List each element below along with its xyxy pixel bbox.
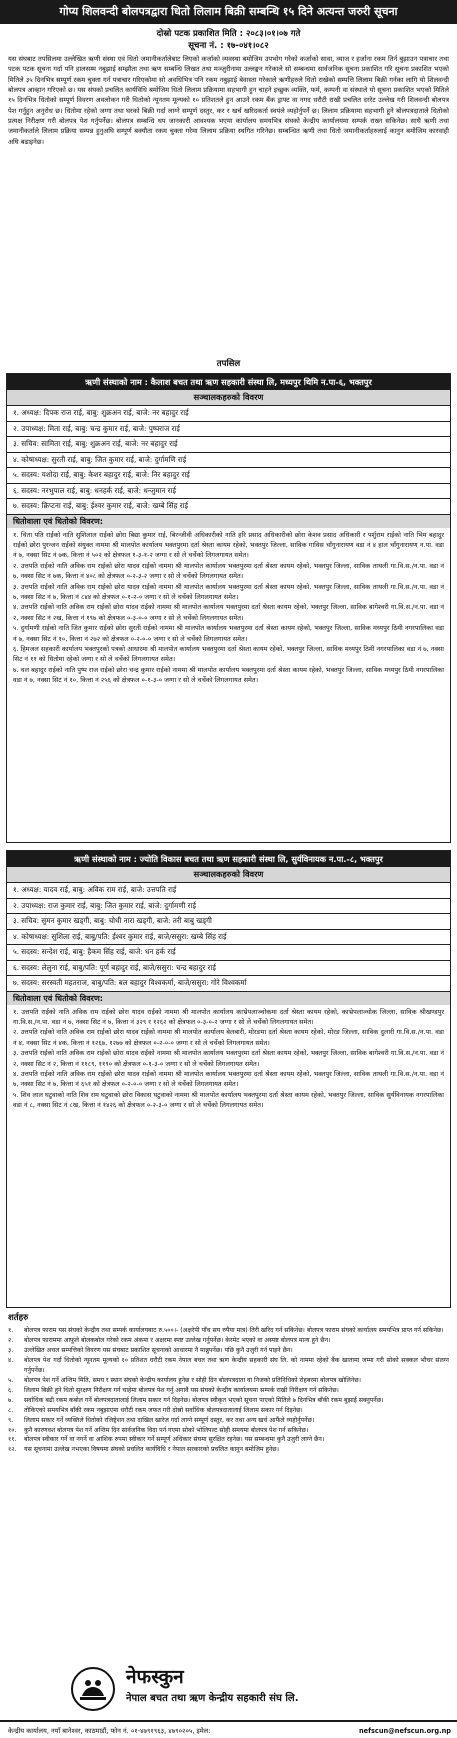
collateral-item: ७. चल बहादुर राईको नाति पुष्प राज राईको छोरा चन्द्र कुमार राईको नाममा श्री मालपोत कार्यालय भक्तपुरमा दर्ता श्रेस्ता कायम रहेको, भक्तपुर जिल्ला, साविक मध्यपुर ठिमी नगरपालिका वडा नं ७, नक्सा सिट नं १०, कित्ता नं २५६ को क्षेत्रफल ०-१-३-० जग्गा र सो ले चर्चेको लिगलगायत समेत। [13,665,444,685]
collateral-list [7,528,450,852]
term-number: १. [8,1327,14,1334]
intro-paragraph: यस संघबाट तपसिलमा उल्लेखित ऋणी संस्था एवं धितो जमानीकर्तालेबाट लिएको कर्जाको व्यवस्था बमोजिम उपभोग गरेको कर्जाको सावा, व्याज र हर्जाना रकम तिर्न बुझाउन पत्राचार तथा पटक पटक सूचना गर्दा पनि हालसम्म नबुझाई सम्झौता तथा ऋण सम्बन्धि लिखत तथा मञ्जुरीनामा उल्लङ्घन गरेकाले सो सम्बन्धमा सार्वजनिक सूचना प्रकाशित गरि सूचना प्रकाशित भएको मितिले ३५ दिनभित्र सम्पूर्ण रकम चुक्ता गर्न पत्राचार गरिएकोमा सो अवधिभित्र पनि रकम नबुझाई बेवास्ता गरेकाले ऋणीहरुले धितो राखेको सम्पत्ति लिलाम बिक्री गर्नका लागि यो शिलवन्दी बोलपत्र आव्हान गरिएको छ। यस संघको प्रचलित कार्यविधि बमोजिम धितो लिलाम प्रक्रियामा सहभागी हुन चाहने इच्छुक व्यक्ति, फर्म, कम्पनी वा संस्थाले यो सूचना प्रकाशित भएको मितिले १५ दिनभित्र धितोको सम्पूर्ण विवरण अवलोकन गरी धितोको न्यूनतम मूल्यको १० प्रतिशतले हुन आउने रकम बैंक ड्राफ्ट वा नगद धरौटी राखी प्रचलित दररेट उल्लेख गरी शिलवन्दी बोलपत्र पेश गर्नुहुन अनुरोध छ। धितोमा रहेको जग्गा तथा घरको बिक्री गर्दा लाग्ने सम्पूर्ण दस्तुर, कर र खर्च खरिदकर्ता स्वयंले व्यहोर्नुपर्ने छ। लिलाम प्रक्रियामा सहभागी हुने बोलपत्रदाताले धितोको प्रत्यक्ष निरीक्षण गरी बोलपत्र पेश गर्नुपर्नेछ। बोलपत्र सम्बन्धि थप जानकारी आवश्यक भएमा कार्यालय समयभित्र संघको केन्द्रीय कार्यालयमा सम्पर्क राख्न सकिनेछ। साथै ऋणी तथा जमानीकर्ताले लिलाम प्रक्रिया सम्पन्न हुनुअघि सम्पूर्ण बक्यौता रकम चुक्ता गरेमा लिलाम प्रक्रिया स्थगित गरिनेछ। सम्बन्धित ऋणी तथा धितो जमानीकर्ताहरुलाई कानुन बमोजिम कारवाही अघि बढाइनेछ। [8,55,449,146]
term-number: ८. [8,1406,14,1414]
collateral-item: ३. उत्तपति राईको नाति अविक राम राईको छोरा यादव राईको नाममा श्री मालपोत कार्यालय भक्तपुरमा दर्ता श्रेस्ता कायम रहेको, भक्तपुर जिल्ला, साविक ताथली गा.वि.स./न.पा. वडा नं ७, नक्सा सिट नं ७, कित्ता नं ८४४ को क्षेत्रफल ०-१-२-० जग्गा र सो ले चर्चेको लिगलगायत समेत। [13,582,444,601]
board-member: ७. सदस्य: क्रिप्टना राई, बाबु: ईश्वर कुमार राई, बाजे: खम्बे सिंह राई [7,499,450,515]
footer-email[interactable]: nefscun@nefscun.org.np [358,1727,451,1735]
term-item [8,1326,449,1336]
collateral-list [7,1005,450,1319]
collateral-item: ६. हिमजल सहकारी कार्यालय भक्तपुरको पत्रको आधारमा श्री मालपोत कार्यालय भक्तपुरमा दर्ता श्रेस्ता कायम रहेको, भक्तपुर जिल्ला, साविक मध्यपुर ठिमी नगरपालिका वडा नं ७, नक्सा सिट नं ११ को धितोमा रहेको जग्गा र सो ले चर्चेको लिगलगायत समेत। [13,644,444,664]
term-number: ५. [8,1376,14,1384]
collateral-item: ४. उत्तपति राईको नाति अविक राम राईको छोरा यादव राईको नाममा श्री मालपोत कार्यालय भक्तपुरमा दर्ता श्रेस्ता कायम रहेको, भक्तपुर जिल्ला, साविक ताथली गा.वि.स./न.पा. वडा नं ७, नक्सा सिट नं ७, कित्ता नं ६५१ को क्षेत्रफल ०-२-०-० जग्गा र सो ले चर्चेको लिगलगायत समेत। [13,1069,444,1089]
org-full-name: नेपाल बचत तथा ऋण केन्द्रीय सहकारी संघ लि. [126,1693,299,1704]
term-item [8,1445,449,1455]
term-item [8,1396,449,1406]
collateral-item: २. उत्तपति राईको नाति अविक राम राईको छोरा यादव राईको नाममा श्री मालपोत कार्यालय बेलबारी, मोरङमा दर्ता श्रेस्ता कायम रहेको, मोरङ जिल्ला, साविक दुलारी गा.वि.स./न.पा. वडा नं ४, नक्सा सिट नं ४क, कित्ता नं १२६७, १२७७ को क्षेत्रफल ०-२-०-० जग्गा र सो ले चर्चेको लिगलगायत समेत। [13,1028,444,1047]
term-text: उल्लेखित अचल सम्पत्तिको विवरण यस संघबाट प्रकाशित सूचनाको आधारमा नै मान्नुपर्नेछ। पछि कुनै उजुरी गर्न पाइने छैन। [24,1346,293,1354]
board-member: ३. सचिव: सामिता राई, बाबु: शुक्रअन राई, बाजे: नर बहादुर राई [7,437,450,453]
term-text: सर्वाधिक बढी रकम कबोल गर्ने बोलपत्रदातालाई लिलाम सकार गर्न दिइनेछ। बोलपत्र स्वीकृत भएको सूचना पाएको मितिले ७ दिनभित्र बाँकी रकम बुझाई सक्नुपर्नेछ। [24,1396,384,1404]
term-text: यस सूचनामा उल्लेख नभएका विषयमा संघको प्रचलित कार्यविधि र नेपाल सरकारको प्रचलित कानुन बमोजिम हुनेछ। [24,1446,279,1454]
collateral-item: २. उत्तपति राईको नाति अविक राम राईको छोरा यादव राईको नाममा श्री मालपोत कार्यालय भक्तपुरमा दर्ता श्रेस्ता कायम रहेको, भक्तपुर जिल्ला, साविक ताथली गा.वि.स./न.पा. वडा नं ७, नक्सा सिट नं ७क, कित्ता नं ४०८ को क्षेत्रफल ०-२-३-२ जग्गा र सो ले चर्चेको लिगलगायत समेत। [13,561,444,581]
board-member: १. अध्यक्ष: यादव राई, बाबु: अविक राम राई, बाजे: उत्तपति राई [7,883,450,899]
board-title: सञ्चालकहरुको विवरण [7,390,450,406]
term-text: लिलाम बिक्री हुने धितो सुरक्षण निरीक्षण गर्न चाहेमा बोलपत्र पेश गर्नु अगावै यस संघको केन्द्रीय कार्यालयमा सम्पर्क राखी निरीक्षण गर्न सकिनेछ। [24,1386,339,1394]
term-text: बोलपत्र पेश गर्दा धितोको न्यूनतम मूल्यको १० प्रतिशत धरौटी रकम नेपाल बचत तथा ऋण केन्द्रीय सहकारी संघ लि. को नाममा रहेको बैंक खातामा जम्मा गरी सोको सक्कल भौचर संलग्न गर्नुपर्नेछ। [24,1356,449,1374]
nefscun-logo-icon [70,1666,116,1712]
term-number: ११. [8,1436,17,1444]
term-number: ३. [8,1346,14,1354]
coop-title: ऋणी संस्थाको नाम : कैलाश बचत तथा ऋण सहकारी संस्था लि, मध्यपुर थिमि न.पा-६, भक्तपुर [7,374,450,390]
term-item [8,1356,449,1376]
board-member: १. अध्यक्ष: दिपक राज राई, बाबु: शुक्रअन राई, बाजे: नर बहादुर राई [7,406,450,422]
board-member: ७. सदस्य: सरस्वती महतराज, बाबु/पति: बल बहादुर विश्वकर्मा, बाजे/ससुरा: गोरे विश्वकर्मा [7,976,450,992]
notice-number: सूचना नं. : १७-०४१।०८२ [188,41,269,51]
board-member: ५. सदस्य: सन्देश राई, बाबु: हैकम सिंह राई, बाजे: धन हर्क राई [7,945,450,961]
term-item [8,1435,449,1445]
borrower-coop-1 [6,373,451,843]
board-member: २. उपाध्यक्ष: राज कुमार राई, बाबु: जित कुमार राई, बाजे: दुर्गामणी राई [7,899,450,915]
term-item [8,1426,449,1436]
term-text: बोलपत्र फाराम यस संघको केन्द्रीय तथा सम्पर्क कार्यालयबाट रु.५००।- (अक्षरेपी पाँच सय रुपैया मात्र) तिरी खरिद गर्न सकिनेछ। बोलपत्र फाराम संघको कार्यालय समयभित्र प्राप्त गर्न सकिनेछ। [24,1327,444,1334]
collateral-item: ४. उत्तपति राईको नाति अविक राम राईको छोरा यादव राईको नाममा श्री मालपोत कार्यालय भक्तपुरमा दर्ता श्रेस्ता कायम रहेको, भक्तपुर जिल्ला, साविक बागेश्वरी गा.वि.स./न.पा. वडा नं २, नक्सा सिट नं २ख, कित्ता नं १९७ को क्षेत्रफल ०-३-०-० जग्गा र सो ले चर्चेको लिगलगायत समेत। [13,603,444,622]
publication-date: दोस्रो पटक प्रकाशित मिति : २०८३।०१।०७ गते [156,29,301,39]
board-member: ५. सदस्य: यशोदा राई, बाबु: केशर बहादुर राई, बाजे: निर बहादुर राई [7,468,450,484]
collateral-item: ५. शिव लाल घटुवाको नाति शिव राम घटुवाको छोरा विकास घटुवाको नाममा श्री मालपोत कार्यालय भक्तपुरमा दर्ता श्रेस्ता कायम रहेको, भक्तपुर जिल्ला, साविक सुर्यविनायक नगरपालिका वडा नं ८, नक्सा सिट नं ८ख, कित्ता नं १४२६ को क्षेत्रफल ०-२-३-० जग्गा र सो ले चर्चेको लिगलगायत समेत। [13,1090,444,1110]
coop-title: ऋणी संस्थाको नाम : ज्योति विकास बचत तथा ऋण सहकारी संस्था लि, सुर्यविनायक न.पा.-८, भक्तपुर [7,851,450,867]
term-number: ४. [8,1356,14,1364]
term-text: तोकिएको समयभित्र बाँकी रकम नबुझाएमा धरौटी रकम जफत गरी दोस्रो सर्वाधिक बोलपत्रदातालाई लिलाम सकार गर्न दिइनेछ। [24,1406,303,1414]
board-member: ६. सदस्य: नरभुपाल राई, बाबु: धनहर्क राई, बाजे: धन्जुमान राई [7,484,450,500]
schedule-title: तपसिल [216,359,241,369]
term-text: बोलपत्र पेश गर्ने अन्तिम मिति, समय र स्थान संघको केन्द्रीय कार्यालय हुनेछ र सोही दिन बोलपत्रदाता वा निजको प्रतिनिधिको रोहबरमा बोलपत्र खोलिनेछ। [24,1376,361,1384]
board-title: सञ्चालकहरुको विवरण [7,867,450,883]
term-number: ६. [8,1386,14,1394]
notice-headline: गोप्य शिलवन्दी बोलपत्रद्वारा धितो लिलाम बिक्री सम्बन्धि १५ दिने अत्यन्त जरुरी सूचना [0,0,457,24]
term-item [8,1336,449,1346]
footer-bar [0,1720,457,1738]
collateral-item: १. चिता पति राईको नाति सुशिलाल राईको छोरा बिद्या कुमार राई, बिरन्जीवी अधिकारीको नाति हरि प्रसाद अधिकारीको छोरा केशव प्रसाद अधिकारी र पर्शुराम राईको नाति भिम बहादुर राईको छोरा पुरन्जन राईको संयुक्त नाममा श्री मालपोत कार्यालय भक्तपुरमा दर्ता श्रेस्ता कायम रहेको, भक्तपुर जिल्ला, साविक गाविस चाँगुनारायण वडा नं ४ हाल चाँगुनारायण न.पा. वडा नं ७, नक्सा सिट नं ७क, कित्ता नं ५०२ को क्षेत्रफल १-३-१-२ जग्गा र सो ले चर्चेको लिगलगायत समेत। [13,530,444,560]
term-number: १२. [8,1446,17,1454]
collateral-item: १. उत्तपति राईको नाति अविक राम राईको छोरा यादव राईको नाममा श्री मालपोत कार्यालय काभ्रेपलाञ्चोकमा दर्ता श्रेस्ता कायम रहेको, काभ्रेपलाञ्चोक जिल्ला, साविक श्रीखण्डपुर गा.वि.स./न.पा. वडा नं ७, नक्सा सिट नं ७, कित्ता नं ३२९ र १२६२ को क्षेत्रफल ०-३-०-२ जग्गा र सो ले चर्चेको लिगलगायत समेत। [13,1007,444,1026]
collateral-item: ३. उत्तपति राईको नाति अविक राम राईको छोरा यादव राईको नाममा श्री मालपोत कार्यालय भक्तपुरमा दर्ता श्रेस्ता कायम रहेको, भक्तपुर जिल्ला, साविक बागेश्वरी गा.वि.स./न.पा. वडा नं २, नक्सा सिट नं २, कित्ता नं ११८९, ११९० को क्षेत्रफल ०-१-३-० जग्गा र सो ले चर्चेको लिगलगायत समेत। [13,1049,444,1068]
term-item [8,1376,449,1386]
term-item [8,1386,449,1396]
term-number: ९. [8,1416,14,1424]
term-number: ७. [8,1396,14,1404]
borrower-coop-2 [6,850,451,1308]
board-member: २. उपाध्यक्ष: मिता राई, बाबु: चन्द्र कुमार राई, बाजे: पुष्पराज राई [7,422,450,438]
term-text: लिलाम सकार गर्ने व्यक्तिले धितोको रजिष्ट्रेशन तथा दाखिल खारेज गर्दा लाग्ने सम्पूर्ण दस्तुर, कर तथा अन्य खर्च आफैंले व्यहोर्नुपर्नेछ। [24,1416,315,1424]
board-member: ६. सदस्य: लेलुना राई, बाबु/पति: पूर्ण बहादुर राई, बाजे/ससुरा: चन्द्र बहादुर राई [7,961,450,977]
term-text: कुनै कारणवश बोलपत्र पेश गर्ने अन्तिम दिन सार्वजनिक विदा पर्न गएमा सोको भोलिपल्ट सोही समयमा बोलपत्र पेश गर्न सकिनेछ। [24,1426,309,1434]
term-item [8,1416,449,1426]
term-number: २. [8,1336,14,1344]
org-signature-block [70,1664,390,1716]
collateral-heading: धितोवाला एवं धितोको विवरण: [7,992,450,1005]
org-short-name: नेफस्कुन [126,1666,184,1688]
board-member: ४. कोषाध्यक्ष: सुशिला राई, बाबु/पति: ईश्वर कुमार राई, बाजे/ससुरा: खम्बे सिंह राई [7,930,450,946]
terms-list [8,1326,449,1659]
board-member: ४. कोषाध्यक्ष: सुरती राई, बाबु: जित कुमार राई, बाजे: दुर्गामणि राई [7,453,450,469]
footer-address: केन्द्रीय कार्यालय, नयाँ बानेश्वर, काठमाडौं, फोन नं. ०१-४७९१९६३, ४७९०२०५, इमेल: [8,1727,211,1735]
terms-title: शर्तहरु [8,1313,29,1323]
term-item [8,1406,449,1416]
term-text: बोलपत्र स्वीकार गर्ने वा नगर्ने वा आंशिक रुपमा स्वीकार गर्ने सम्पूर्ण अधिकार संघमा सुरक्षित रहनेछ। यस सम्बन्धमा कुनै उजुरी लाग्ने छैन। [24,1436,325,1444]
term-number: १०. [8,1426,17,1434]
term-text: बोलपत्र फाराममा आफूले बोलकबोल गरेको रकम अंकमा र अक्षरमा स्पष्ट उल्लेख गर्नुपर्नेछ। केरमेट भएको वा अस्पष्ट बोलपत्र मान्य हुने छैन। [24,1336,331,1344]
board-member: ३. सचिव: सुमन कुमार खड्गी, बाबु: चोधी नारा खड्गी, बाजे: तरी बाबु खड्गी [7,914,450,930]
term-item [8,1346,449,1356]
collateral-heading: धितोवाला एवं धितोको विवरण: [7,515,450,528]
collateral-item: ५. दुर्गामणी राईको नाति जित कुमार राईको छोरा सुरती राईको नाममा श्री मालपोत कार्यालय भक्तपुरमा दर्ता श्रेस्ता कायम रहेको, भक्तपुर जिल्ला, साविक मध्यपुर ठिमी नगरपालिका वडा नं ७, नक्सा सिट नं १०, कित्ता नं २७२ को क्षेत्रफल ०-२-०-० जग्गा र सो ले चर्चेको लिगलगायत समेत। [13,624,444,643]
